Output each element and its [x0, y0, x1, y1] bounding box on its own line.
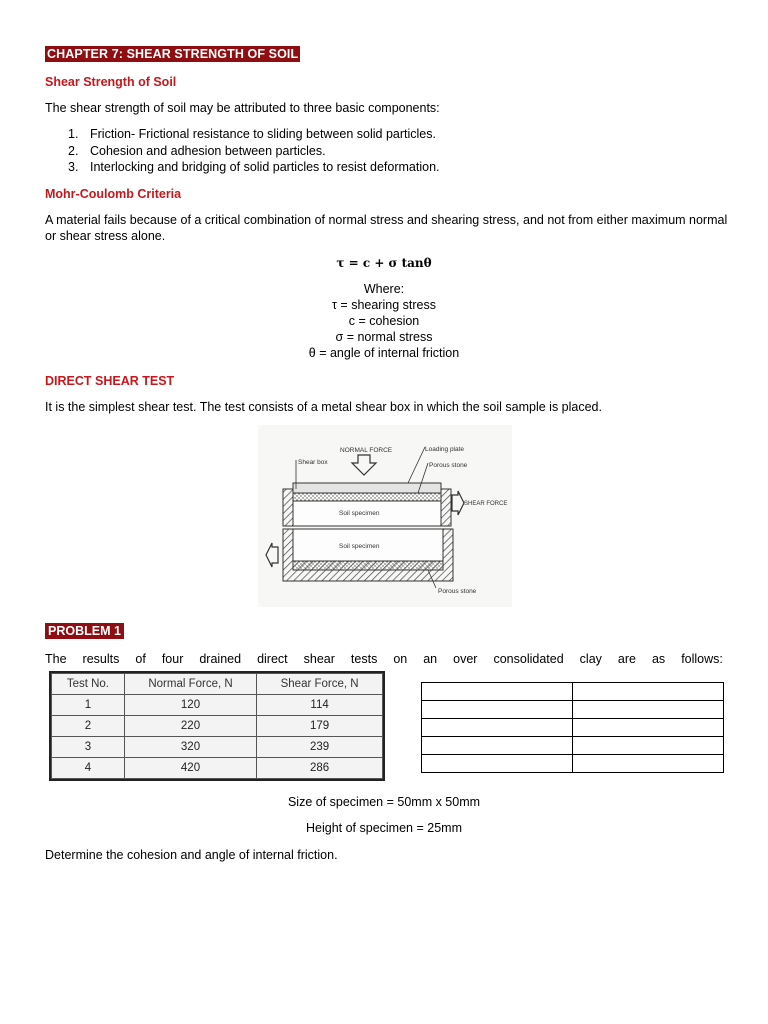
list-item-text: Interlocking and bridging of solid particles to resist deformation. — [90, 160, 440, 174]
problem-statement — [45, 651, 723, 667]
table-cell: 239 — [257, 737, 383, 758]
table-cell: 1 — [52, 695, 125, 716]
statement-word: drained — [199, 652, 242, 666]
column-header: Shear Force, N — [257, 674, 383, 695]
table-cell: 120 — [124, 695, 256, 716]
table-cell: 320 — [124, 737, 256, 758]
empty-cell — [573, 701, 724, 719]
table-row — [422, 719, 724, 737]
table-header-row — [52, 674, 383, 695]
section-paragraph: It is the simplest shear test. The test consists of a metal shear box in which the soil sample is placed. — [45, 400, 602, 414]
table-cell: 179 — [257, 716, 383, 737]
paragraph-line: A material fails because of a critical combination of normal stress and shearing stress, and not from either maximum normal — [45, 213, 728, 227]
table-row — [422, 701, 724, 719]
empty-cell — [422, 683, 573, 701]
statement-word: are — [617, 652, 636, 666]
definition-normal-stress: σ = normal stress — [335, 330, 433, 344]
empty-cell — [422, 719, 573, 737]
empty-cell — [573, 719, 724, 737]
empty-answer-grid — [421, 682, 724, 773]
where-label: Where: — [363, 282, 405, 296]
empty-cell — [422, 701, 573, 719]
statement-word: The — [45, 652, 67, 666]
table-cell: 286 — [257, 758, 383, 779]
column-header: Test No. — [52, 674, 125, 695]
label-soil-specimen-bottom: Soil specimen — [339, 543, 380, 550]
statement-word: four — [161, 652, 184, 666]
list-item — [68, 143, 440, 160]
bottom-porous-stone — [293, 561, 443, 570]
table-cell: 4 — [52, 758, 125, 779]
components-list — [68, 126, 440, 176]
empty-cell — [422, 755, 573, 773]
table-cell: 3 — [52, 737, 125, 758]
statement-word: tests — [350, 652, 378, 666]
list-item-number: 1. — [68, 127, 79, 141]
statement-word: as — [651, 652, 666, 666]
top-porous-stone — [293, 493, 441, 501]
problem-question: Determine the cohesion and angle of internal friction. — [45, 848, 338, 862]
list-item-number: 2. — [68, 143, 79, 158]
label-loading-plate: Loading plate — [425, 446, 465, 453]
table-cell: 220 — [124, 716, 256, 737]
mohr-coulomb-formula: τ = c + σ tanθ — [336, 256, 432, 270]
statement-word: consolidated — [493, 652, 564, 666]
problem-tag: PROBLEM 1 — [45, 623, 124, 639]
definition-cohesion: c = cohesion — [348, 314, 420, 328]
section-intro: The shear strength of soil may be attributed to three basic components: — [45, 101, 440, 115]
section-heading-mohr-coulomb: Mohr-Coulomb Criteria — [45, 187, 182, 201]
statement-word: follows: — [681, 652, 723, 666]
label-normal-force: NORMAL FORCE — [340, 447, 393, 454]
definition-friction-angle: θ = angle of internal friction — [308, 346, 460, 360]
direct-shear-box-diagram — [258, 425, 512, 607]
table-row — [52, 758, 383, 779]
paragraph-line: or shear stress alone. — [45, 229, 166, 243]
statement-word: of — [135, 652, 146, 666]
specimen-height: Height of specimen = 25mm — [306, 821, 462, 835]
table-row — [52, 737, 383, 758]
definition-shearing-stress: τ = shearing stress — [332, 298, 436, 312]
specimen-size: Size of specimen = 50mm x 50mm — [287, 795, 481, 809]
statement-word: clay — [579, 652, 602, 666]
column-header: Normal Force, N — [124, 674, 256, 695]
list-item-text: Cohesion and adhesion between particles. — [90, 143, 326, 158]
table-cell: 114 — [257, 695, 383, 716]
upper-box-right-wall — [441, 489, 451, 526]
label-porous-stone-bottom: Porous stone — [438, 588, 477, 595]
label-porous-stone-top: Porous stone — [429, 462, 468, 469]
label-shear-box: Shear box — [298, 459, 328, 466]
table-row — [422, 755, 724, 773]
test-results-table — [49, 671, 385, 781]
section-heading-direct-shear: DIRECT SHEAR TEST — [45, 374, 175, 388]
table-row — [422, 737, 724, 755]
statement-word: on — [393, 652, 408, 666]
list-item-text: Friction- Frictional resistance to sliding between solid particles. — [90, 127, 436, 141]
empty-cell — [573, 755, 724, 773]
statement-word: shear — [303, 652, 335, 666]
list-item-number: 3. — [68, 160, 79, 174]
chapter-title: CHAPTER 7: SHEAR STRENGTH OF SOIL — [47, 47, 299, 61]
empty-cell — [573, 683, 724, 701]
upper-box-left-wall — [283, 489, 293, 526]
table-row — [422, 683, 724, 701]
statement-word: an — [423, 652, 438, 666]
list-item — [68, 159, 440, 176]
table-row — [52, 695, 383, 716]
statement-word: results — [82, 652, 120, 666]
label-shear-force: SHEAR FORCE — [464, 501, 508, 507]
list-item — [68, 126, 440, 143]
table-cell: 2 — [52, 716, 125, 737]
table-row — [52, 716, 383, 737]
empty-cell — [573, 737, 724, 755]
statement-word: over — [453, 652, 478, 666]
section-heading-shear-strength: Shear Strength of Soil — [45, 75, 177, 89]
table-cell: 420 — [124, 758, 256, 779]
label-soil-specimen-top: Soil specimen — [339, 510, 380, 517]
empty-cell — [422, 737, 573, 755]
statement-word: direct — [257, 652, 288, 666]
